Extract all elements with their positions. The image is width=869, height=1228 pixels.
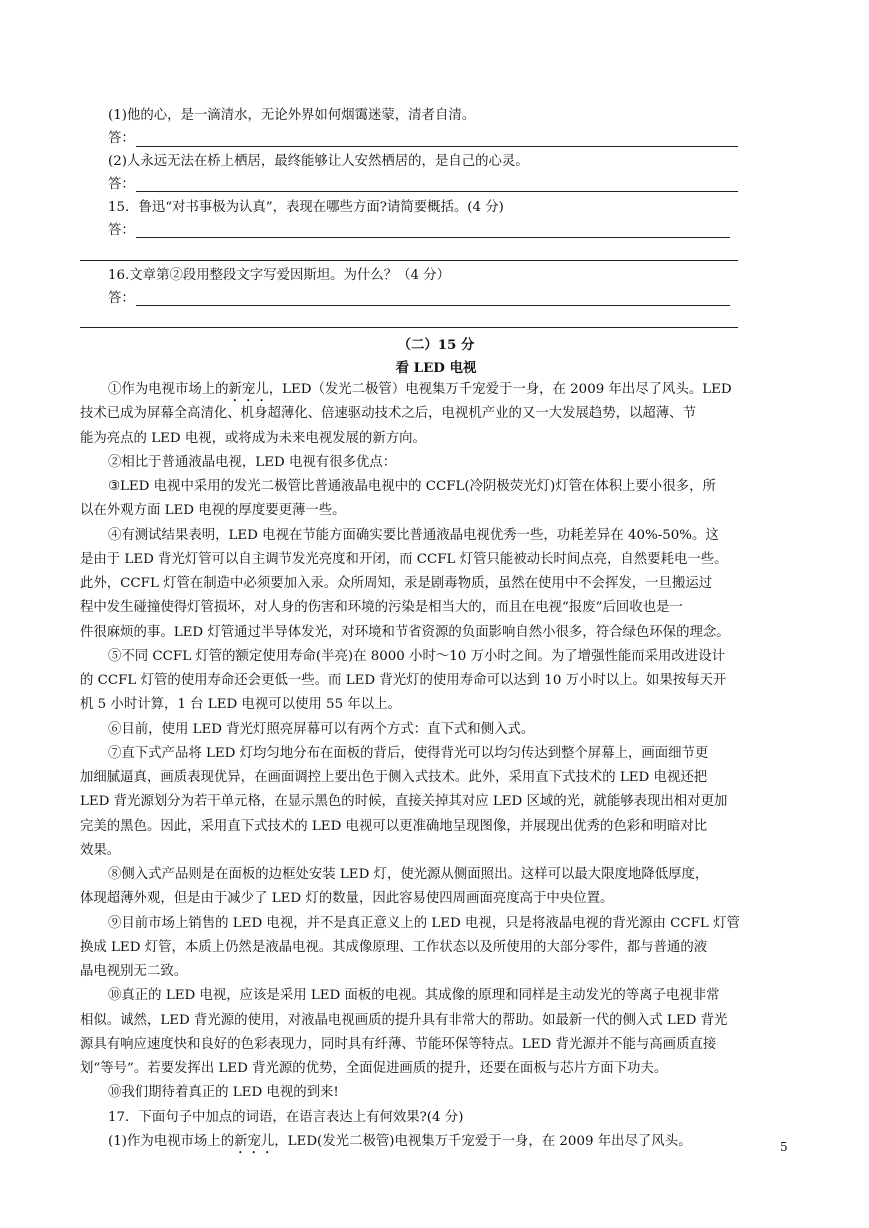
article-line: (1)作为电视市场上的新宠儿，LED(发光二极管)电视集万千宠爱于一身，在 2009 年出尽了风头。: [108, 1133, 692, 1149]
article-line: 的 CCFL 灯管的使用寿命还会更低一些。而 LED 背光灯的使用寿命可以达到 10 万小时以上。如果按每天开: [80, 673, 727, 688]
article-line: LED 背光源划分为若干单元格，在显示黑色的时候，直接关掉其对应 LED 区域的光，就能够表现出相对更加: [80, 794, 728, 810]
article-line: 相似。诚然，LED 背光源的使用，对液晶电视画质的提升具有非常大的帮助。如最新一代的侧入式 LED 背光: [80, 1012, 728, 1028]
answer-label: 答：: [108, 223, 135, 238]
article-line: 程中发生碰撞使得灯管损坏，对人身的伤害和环境的污染是相当大的，而且在电视“报废”后回收也是一: [80, 600, 683, 616]
sentence-2: (2)人永远无法在桥上栖居，最终能够让人安然栖居的，是自己的心灵。: [108, 154, 529, 169]
article-line: ⑨目前市场上销售的 LED 电视，并不是真正意义上的 LED 电视，只是将液晶电视的背光源由 CCFL 灯管: [108, 915, 740, 931]
page-number: 5: [780, 1140, 788, 1154]
article-line: 加细腻逼真，画质表现优异，在画面调控上要出色于侧入式技术。此外，采用直下式技术的 LED 电视还把: [80, 770, 708, 785]
article-line: 件很麻烦的事。LED 灯管通过半导体发光，对环境和节省资源的负面影响自然小很多，符合绿色环保的理念。: [80, 624, 730, 640]
answer-line-full[interactable]: [80, 327, 738, 328]
article-line: ④有测试结果表明，LED 电视在节能方面确实要比普通液晶电视优秀一些，功耗差异在 40%-50%。这: [108, 527, 719, 543]
article-line: ⑥目前，使用 LED 背光灯照亮屏幕可以有两个方式：直下式和侧入式。: [108, 721, 535, 737]
answer-label: 答：: [108, 291, 135, 306]
article-line: 是由于 LED 背光灯管可以自主调节发光亮度和开闭，而 CCFL 灯管只能被动长时间点亮，自然要耗电一些。: [80, 551, 728, 567]
question-16: 16.文章第②段用整段文字写爱因斯坦。为什么？（4 分）: [108, 268, 451, 283]
answer-label: 答：: [108, 177, 135, 192]
answer-line-full[interactable]: [80, 260, 738, 261]
article-line: 机 5 小时计算，1 台 LED 电视可以使用 55 年以上。: [80, 697, 401, 713]
article-line: 源具有响应速度快和良好的色彩表现力，同时具有纤薄、节能环保等特点。LED 背光源并不能与高画质直接: [80, 1036, 717, 1052]
sentence-1: (1)他的心，是一滴清水，无论外界如何烟霭迷蒙，清者自清。: [108, 108, 476, 123]
article-line: ②相比于普通液晶电视，LED 电视有很多优点：: [108, 454, 397, 470]
article-line: ⑤不同 CCFL 灯管的额定使用寿命(半亮)在 8000 小时～10 万小时之间。为了增强性能而采用改进设计: [108, 648, 725, 664]
answer-label: 答：: [108, 131, 135, 146]
article-line: 体现超薄外观，但是由于减少了 LED 灯的数量，因此容易使四周画面亮度高于中央位置。: [80, 891, 614, 907]
answer-line[interactable]: [136, 237, 730, 238]
section-heading: （二）15 分: [397, 337, 475, 353]
article-line: 划“等号”。若要发挥出 LED 背光源的优势，全面促进画质的提升，还要在面板与芯片方面下功夫。: [80, 1061, 668, 1076]
article-line: ⑧侧入式产品则是在面板的边框处安装 LED 灯，使光源从侧面照出。这样可以最大限度地降低厚度，: [108, 867, 709, 882]
article-line: 能为亮点的 LED 电视，或将成为未来电视发展的新方向。: [80, 430, 426, 446]
article-line: ⑩我们期待着真正的 LED 电视的到来!: [108, 1085, 339, 1101]
article-title: 看 LED 电视: [395, 360, 477, 376]
article-line: ⑩真正的 LED 电视，应该是采用 LED 面板的电视。其成像的原理和同样是主动发光的等离子电视非常: [108, 988, 720, 1004]
article-line: 此外，CCFL 灯管在制造中必须要加入汞。众所周知，汞是剧毒物质，虽然在使用中不会挥发，一旦搬运过: [80, 576, 713, 591]
answer-line[interactable]: [136, 146, 738, 147]
article-line: 完美的黑色。因此，采用直下式技术的 LED 电视可以更准确地呈现图像，并展现出优秀的色彩和明暗对比: [80, 818, 708, 834]
article-line: 以在外观方面 LED 电视的厚度要更薄一些。: [80, 503, 346, 519]
article-line: ⑦直下式产品将 LED 灯均匀地分布在面板的背后，使得背光可以均匀传达到整个屏幕上，画面细节更: [108, 745, 709, 761]
article-line: 晶电视别无二致。: [80, 964, 188, 979]
answer-line[interactable]: [136, 191, 738, 192]
article-line: 17．下面句子中加点的词语，在语言表达上有何效果?(4 分): [108, 1109, 464, 1125]
article-line: 效果。: [80, 842, 121, 858]
answer-line[interactable]: [136, 305, 730, 306]
article-line: 换成 LED 灯管，本质上仍然是液晶电视。其成像原理、工作状态以及所使用的大部分零件，都与普通的液: [80, 939, 708, 955]
article-line: 技术已成为屏幕全高清化、机身超薄化、倍速驱动技术之后，电视机产业的又一大发展趋势，以超薄、节: [80, 406, 696, 422]
article-line: ③LED 电视中采用的发光二极管比普通液晶电视中的 CCFL(冷阴极荧光灯)灯管在体积上要小很多，所: [108, 479, 716, 494]
emphasized-word: 新宠儿: [228, 382, 269, 397]
article-line: ①作为电视市场上的新宠儿，LED（发光二极管）电视集万千宠爱于一身，在 2009 年出尽了风头。LED: [108, 382, 732, 397]
question-15: 15．鲁迅“对书事极为认真”，表现在哪些方面?请简要概括。(4 分): [108, 200, 504, 215]
emphasized-word: 新宠儿: [234, 1133, 275, 1149]
